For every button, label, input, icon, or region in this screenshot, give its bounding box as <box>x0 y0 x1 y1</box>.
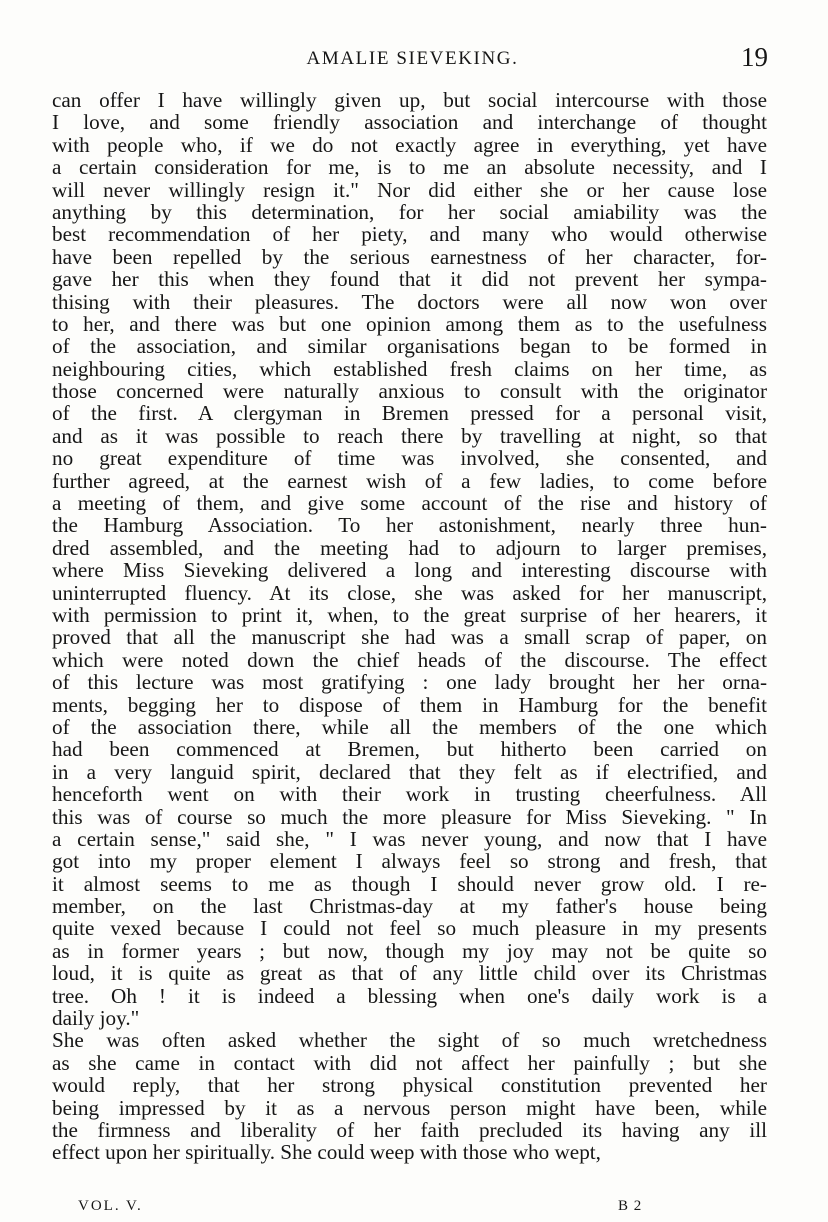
page-header <box>55 44 770 84</box>
text-line: as in former years ; but now, though my joy may not be quite so <box>52 938 767 963</box>
running-head: AMALIE SIEVEKING. <box>306 48 519 69</box>
text-line: a certain sense," said she, " I was never young, and now that I have <box>52 826 767 851</box>
text-line: further agreed, at the earnest wish of a few ladies, to come before <box>52 468 767 493</box>
volume-signature: VOL. V. <box>78 1198 143 1214</box>
text-line: daily joy." <box>52 1006 140 1031</box>
text-line: and as it was possible to reach there by travelling at night, so that <box>52 423 767 448</box>
text-line: a meeting of them, and give some account of the rise and history of <box>52 491 767 516</box>
text-line: in a very languid spirit, declared that they felt as if electrified, and <box>52 759 767 784</box>
text-line: of this lecture was most gratifying : one lady brought her her orna- <box>52 670 767 695</box>
text-line: of the first. A clergyman in Bremen pressed for a personal visit, <box>52 401 767 426</box>
text-line: loud, it is quite as great as that of any little child over its Christmas <box>52 961 767 986</box>
page-number: 19 <box>741 42 768 72</box>
text-line: will never willingly resign it." Nor did either she or her cause lose <box>52 177 767 202</box>
text-line: can offer I have willingly given up, but social intercourse with those <box>52 88 767 112</box>
text-line: tree. Oh ! it is indeed a blessing when one's daily work is a <box>52 983 767 1008</box>
page-footer <box>78 1198 698 1220</box>
text-line: anything by this determination, for her social amiability was the <box>52 199 767 224</box>
text-line: quite vexed because I could not feel so much pleasure in my presents <box>52 916 767 941</box>
text-line: with permission to print it, when, to the great surprise of her hearers, it <box>52 602 767 627</box>
text-line: as she came in contact with did not affect her painfully ; but she <box>52 1050 767 1075</box>
text-line: would reply, that her strong physical constitution prevented her <box>52 1073 767 1098</box>
text-line: proved that all the manuscript she had was a small scrap of paper, on <box>52 625 767 650</box>
text-line: which were noted down the chief heads of the discourse. The effect <box>52 647 767 672</box>
text-line: member, on the last Christmas-day at my father's house being <box>52 894 767 919</box>
text-line: dred assembled, and the meeting had to adjourn to larger premises, <box>52 535 767 560</box>
text-line: She was often asked whether the sight of so much wretchedness <box>52 1028 767 1053</box>
text-line: this was of course so much the more pleasure for Miss Sieveking. " In <box>52 804 767 829</box>
text-line: got into my proper element I always feel so strong and fresh, that <box>52 849 767 874</box>
body-text <box>52 89 767 1164</box>
text-line: to her, and there was but one opinion among them as to the usefulness <box>52 311 767 336</box>
sheet-signature: B 2 <box>618 1198 643 1214</box>
text-line: thising with their pleasures. The doctors were all now won over <box>52 289 767 314</box>
text-line: the firmness and liberality of her faith precluded its having any ill <box>52 1117 767 1142</box>
text-line: with people who, if we do not exactly agree in everything, yet have <box>52 132 767 157</box>
text-line: those concerned were naturally anxious to consult with the originator <box>52 379 767 404</box>
text-line: gave her this when they found that it did not prevent her sympa- <box>52 267 767 292</box>
paragraph <box>52 89 767 1029</box>
text-line: ments, begging her to dispose of them in Hamburg for the benefit <box>52 692 767 717</box>
text-line: of the association there, while all the members of the one which <box>52 714 767 739</box>
text-line: have been repelled by the serious earnestness of her character, for- <box>52 244 767 269</box>
text-line: a certain consideration for me, is to me an absolute necessity, and I <box>52 155 767 180</box>
text-line: where Miss Sieveking delivered a long and interesting discourse with <box>52 558 767 583</box>
text-line: the Hamburg Association. To her astonishment, nearly three hun- <box>52 513 767 538</box>
text-line: best recommendation of her piety, and many who would otherwise <box>52 222 767 247</box>
text-line: of the association, and similar organisations began to be formed in <box>52 334 767 359</box>
text-line: had been commenced at Bremen, but hitherto been carried on <box>52 737 767 762</box>
text-line: no great expenditure of time was involved, she consented, and <box>52 446 767 471</box>
text-line: henceforth went on with their work in trusting cheerfulness. All <box>52 782 767 807</box>
paragraph <box>52 1029 767 1163</box>
text-line: it almost seems to me as though I should never grow old. I re- <box>52 871 767 896</box>
text-line: effect upon her spiritually. She could weep with those who wept, <box>52 1140 601 1165</box>
text-line: neighbouring cities, which established fresh claims on her time, as <box>52 356 767 381</box>
text-line: I love, and some friendly association and interchange of thought <box>52 110 767 135</box>
text-line: uninterrupted fluency. At its close, she was asked for her manuscript, <box>52 580 767 605</box>
text-line: being impressed by it as a nervous person might have been, while <box>52 1095 767 1120</box>
